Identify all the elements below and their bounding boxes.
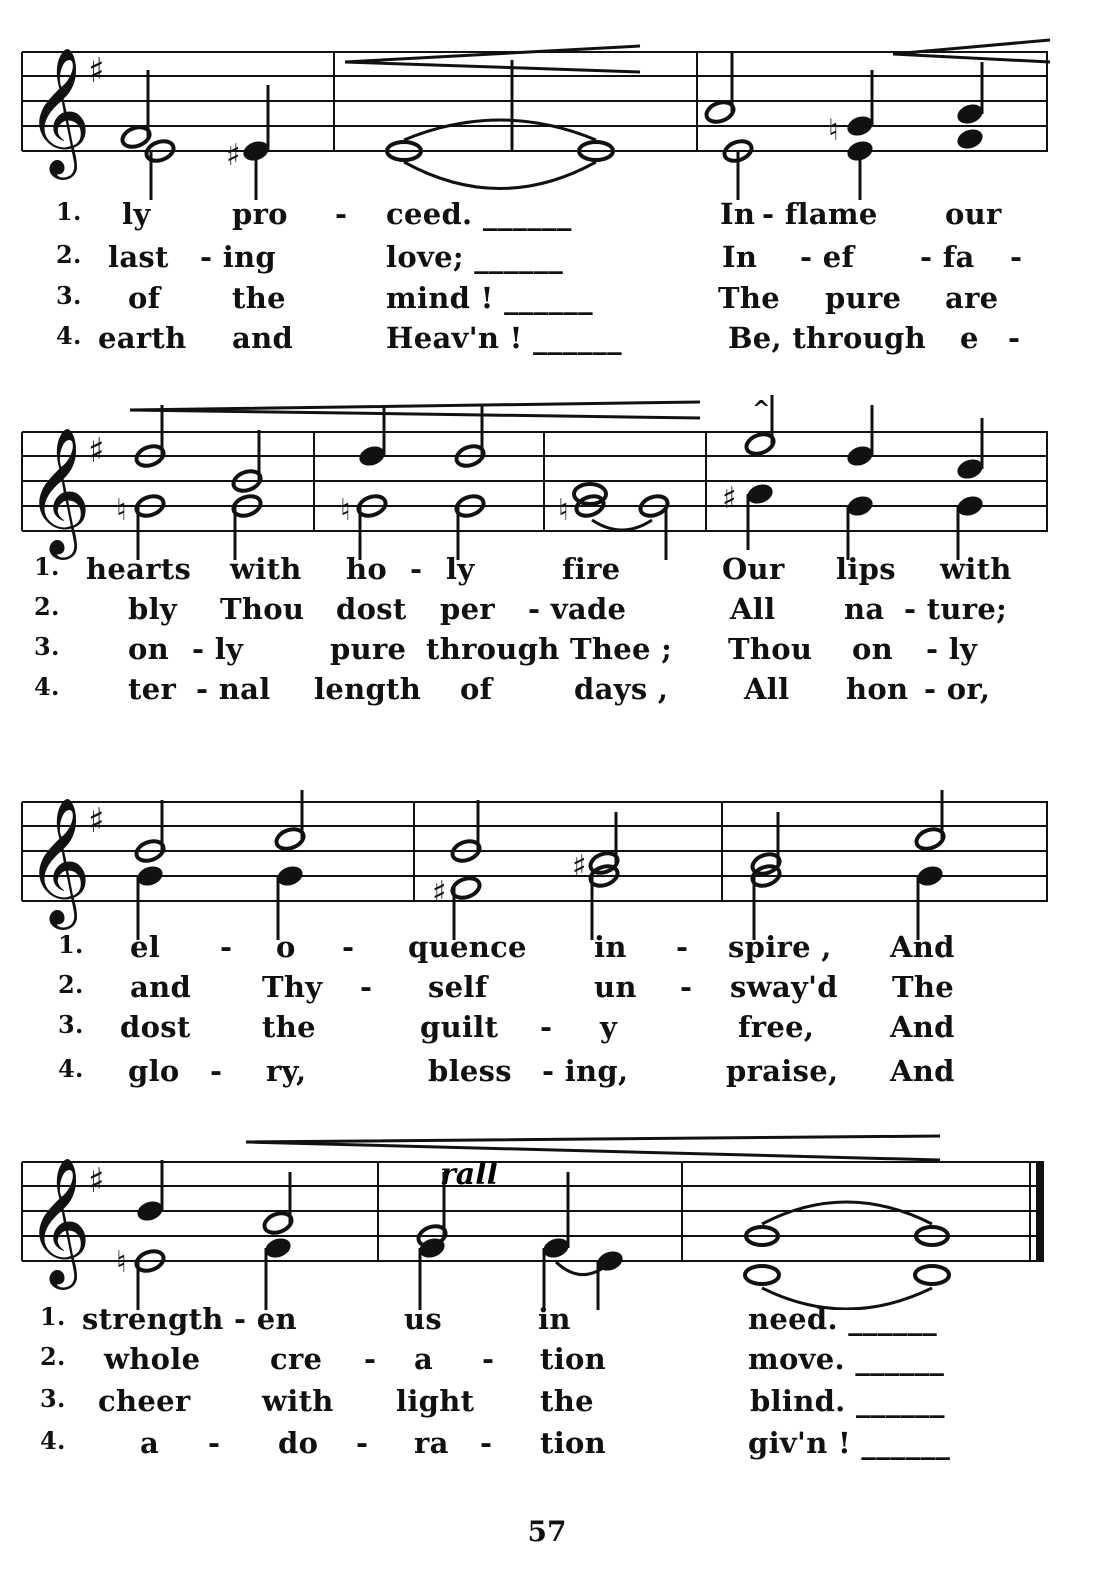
tempo-marking-rall: rall <box>440 1157 499 1192</box>
treble-clef-icon: 𝄞 <box>26 46 92 174</box>
lyric-line-verse-3 <box>0 281 1094 315</box>
lyric-hyphen: - <box>480 1426 493 1460</box>
lyric-syllable: pure <box>330 632 407 666</box>
verse-number: 1. <box>56 197 82 226</box>
svg-text:♮: ♮ <box>828 113 839 148</box>
final-barline-icon <box>1036 1162 1044 1261</box>
lyric-syllable: whole <box>104 1342 201 1376</box>
lyric-syllable: Our <box>722 552 785 586</box>
lyric-syllable: on <box>852 632 894 666</box>
lyric-syllable: All <box>730 592 776 626</box>
lyric-syllable: fire <box>562 552 621 586</box>
lyric-syllable: light <box>396 1384 475 1418</box>
lyric-line-verse-4 <box>0 1426 1094 1460</box>
lyric-syllable: in <box>538 1302 571 1336</box>
svg-text:♯: ♯ <box>572 849 587 884</box>
staff-2 <box>0 380 1094 560</box>
lyric-syllable: of <box>460 672 493 706</box>
lyric-syllable: through <box>426 632 560 666</box>
lyric-line-verse-2 <box>0 1342 1094 1376</box>
lyric-syllable: the <box>232 281 286 315</box>
lyric-line-verse-2 <box>0 240 1094 274</box>
lyric-syllable: praise, <box>726 1054 839 1088</box>
svg-text:♮: ♮ <box>116 1245 127 1280</box>
lyric-syllable: Heav'n ! ______ <box>386 321 622 355</box>
lyric-line-verse-4 <box>0 1054 1094 1088</box>
lyric-syllable: dost <box>120 1010 191 1044</box>
lyric-syllable: are <box>945 281 999 315</box>
verse-number: 3. <box>34 632 60 661</box>
page-number: 57 <box>527 1515 567 1548</box>
lyric-syllable: - ing, <box>542 1054 629 1088</box>
lyric-syllable: pro <box>232 197 288 231</box>
svg-text:♯: ♯ <box>432 875 447 910</box>
lyric-hyphen: - <box>364 1342 377 1376</box>
treble-clef-icon: 𝄞 <box>26 1156 92 1284</box>
lyric-syllable: hon <box>846 672 909 706</box>
verse-number: 3. <box>58 1010 84 1039</box>
lyric-hyphen: - <box>210 1054 223 1088</box>
lyric-hyphen: - <box>1010 240 1023 274</box>
lyric-hyphen: - <box>220 930 233 964</box>
verse-number: 4. <box>34 672 60 701</box>
lyric-line-verse-1 <box>0 197 1094 231</box>
staff-4 <box>0 1120 1094 1310</box>
lyric-syllable: The <box>718 281 781 315</box>
lyric-hyphen: - <box>1008 321 1021 355</box>
lyric-syllable: per <box>440 592 495 626</box>
verse-number: 2. <box>56 240 82 269</box>
lyric-syllable: with <box>230 552 302 586</box>
lyric-hyphen: - <box>540 1010 553 1044</box>
lyric-syllable: giv'n ! ______ <box>748 1426 951 1460</box>
lyric-syllable: ra <box>414 1426 449 1460</box>
music-system-2 <box>0 380 1094 720</box>
lyric-hyphen: - <box>356 1426 369 1460</box>
svg-text:♯: ♯ <box>722 481 737 516</box>
verse-number: 2. <box>34 592 60 621</box>
lyric-line-verse-3 <box>0 632 1094 666</box>
lyric-syllable: - nal <box>196 672 271 706</box>
svg-text:♮: ♮ <box>558 493 569 528</box>
lyric-syllable: na <box>844 592 885 626</box>
lyric-syllable: a <box>140 1426 160 1460</box>
lyric-syllable: - ly <box>926 632 978 666</box>
lyric-syllable: a <box>414 1342 434 1376</box>
treble-clef-icon: 𝄞 <box>26 796 92 924</box>
lyric-syllable: blind. ______ <box>750 1384 945 1418</box>
svg-text:^: ^ <box>752 397 771 422</box>
lyric-syllable: self <box>428 970 488 1004</box>
lyric-line-verse-1 <box>0 930 1094 964</box>
lyric-syllable: Thee ; <box>570 632 673 666</box>
lyric-syllable: with <box>940 552 1012 586</box>
lyric-syllable: love; ______ <box>386 240 564 274</box>
lyric-syllable: of <box>128 281 161 315</box>
lyric-syllable: The <box>892 970 955 1004</box>
lyric-hyphen: - <box>680 970 693 1004</box>
lyric-syllable: el <box>130 930 161 964</box>
lyric-syllable: in <box>594 930 627 964</box>
music-system-1 <box>0 0 1094 360</box>
lyric-syllable: - ly <box>192 632 244 666</box>
lyric-syllable: And <box>890 930 955 964</box>
lyric-line-verse-2 <box>0 970 1094 1004</box>
lyric-syllable: o <box>276 930 296 964</box>
svg-text:♮: ♮ <box>340 493 351 528</box>
staff-1 <box>0 0 1094 200</box>
lyric-syllable: quence <box>408 930 527 964</box>
lyric-syllable: ry, <box>266 1054 307 1088</box>
verse-number: 4. <box>56 321 82 350</box>
svg-text:♮: ♮ <box>116 493 127 528</box>
verse-number: 4. <box>58 1054 84 1083</box>
lyric-syllable: our <box>945 197 1002 231</box>
lyric-line-verse-1 <box>0 552 1094 586</box>
lyric-hyphen: - <box>676 930 689 964</box>
lyric-syllable: mind ! ______ <box>386 281 593 315</box>
verse-number: 1. <box>34 552 60 581</box>
lyric-syllable: hearts <box>86 552 192 586</box>
lyric-hyphen: - <box>342 930 355 964</box>
key-signature-sharp-icon: ♯ <box>88 51 105 91</box>
lyric-hyphen: - <box>410 552 423 586</box>
lyric-line-verse-3 <box>0 1384 1094 1418</box>
key-signature-sharp-icon: ♯ <box>88 801 105 841</box>
lyric-syllable: move. ______ <box>748 1342 945 1376</box>
lyric-hyphen: - <box>360 970 373 1004</box>
lyric-syllable: - flame <box>762 197 878 231</box>
verse-number: 1. <box>40 1302 66 1331</box>
lyric-syllable: ter <box>128 672 177 706</box>
lyric-syllable: us <box>404 1302 443 1336</box>
lyric-line-verse-1 <box>0 1302 1094 1336</box>
lyric-hyphen: - <box>482 1342 495 1376</box>
lyric-syllable: - vade <box>528 592 627 626</box>
lyric-syllable: un <box>594 970 637 1004</box>
lyric-syllable: free, <box>738 1010 815 1044</box>
lyric-syllable: pure <box>825 281 902 315</box>
lyric-line-verse-4 <box>0 321 1094 355</box>
lyric-syllable: and <box>130 970 192 1004</box>
lyric-syllable: spire , <box>728 930 832 964</box>
verse-number: 4. <box>40 1426 66 1455</box>
lyric-syllable: do <box>278 1426 319 1460</box>
lyric-syllable: - ture; <box>904 592 1008 626</box>
lyric-hyphen: - <box>208 1426 221 1460</box>
lyric-syllable: And <box>890 1054 955 1088</box>
lyric-syllable: bless <box>428 1054 512 1088</box>
lyric-syllable: In <box>722 240 758 274</box>
music-system-4 <box>0 1120 1094 1480</box>
lyric-syllable: sway'd <box>730 970 838 1004</box>
lyric-syllable: tion <box>540 1426 607 1460</box>
lyric-syllable: guilt <box>420 1010 499 1044</box>
lyric-syllable: last <box>108 240 169 274</box>
lyric-syllable: - ef <box>800 240 855 274</box>
lyric-syllable: the <box>262 1010 316 1044</box>
lyric-syllable: ly <box>446 552 475 586</box>
verse-number: 3. <box>56 281 82 310</box>
lyric-syllable: cre <box>270 1342 323 1376</box>
treble-clef-icon: 𝄞 <box>26 426 92 554</box>
lyric-syllable: with <box>262 1384 334 1418</box>
lyric-syllable: days , <box>574 672 669 706</box>
lyric-line-verse-2 <box>0 592 1094 626</box>
lyric-syllable: need. ______ <box>748 1302 938 1336</box>
lyric-syllable: earth <box>98 321 187 355</box>
lyric-syllable: cheer <box>98 1384 191 1418</box>
lyric-syllable: - fa <box>920 240 975 274</box>
verse-number: 3. <box>40 1384 66 1413</box>
verse-number: 2. <box>40 1342 66 1371</box>
lyric-syllable: glo <box>128 1054 180 1088</box>
lyric-syllable: on <box>128 632 170 666</box>
staff-3 <box>0 760 1094 940</box>
lyric-syllable: tion <box>540 1342 607 1376</box>
lyric-syllable: And <box>890 1010 955 1044</box>
verse-number: 1. <box>58 930 84 959</box>
lyric-syllable: the <box>540 1384 594 1418</box>
key-signature-sharp-icon: ♯ <box>88 431 105 471</box>
lyric-syllable: lips <box>836 552 896 586</box>
lyric-line-verse-3 <box>0 1010 1094 1044</box>
lyric-syllable: and <box>232 321 294 355</box>
lyric-syllable: strength <box>82 1302 224 1336</box>
lyric-syllable: bly <box>128 592 178 626</box>
lyric-syllable: ho <box>346 552 388 586</box>
lyric-syllable: ly <box>122 197 151 231</box>
lyric-syllable: length <box>314 672 422 706</box>
lyric-syllable: Thou <box>220 592 305 626</box>
lyric-syllable: - en <box>234 1302 297 1336</box>
lyric-syllable: ceed. ______ <box>386 197 572 231</box>
lyric-syllable: All <box>744 672 790 706</box>
lyric-syllable: Be, through <box>728 321 927 355</box>
lyric-syllable: - ing <box>200 240 277 274</box>
lyric-syllable: Thy <box>262 970 323 1004</box>
verse-number: 2. <box>58 970 84 999</box>
lyric-syllable: Thou <box>728 632 813 666</box>
lyric-hyphen: - <box>335 197 348 231</box>
lyric-syllable: dost <box>336 592 407 626</box>
music-system-3 <box>0 760 1094 1100</box>
lyric-syllable: y <box>600 1010 618 1044</box>
svg-text:♯: ♯ <box>226 138 241 173</box>
lyric-syllable: - or, <box>924 672 991 706</box>
lyric-line-verse-4 <box>0 672 1094 706</box>
lyric-syllable: In <box>720 197 756 231</box>
lyric-syllable: e <box>960 321 979 355</box>
key-signature-sharp-icon: ♯ <box>88 1161 105 1201</box>
